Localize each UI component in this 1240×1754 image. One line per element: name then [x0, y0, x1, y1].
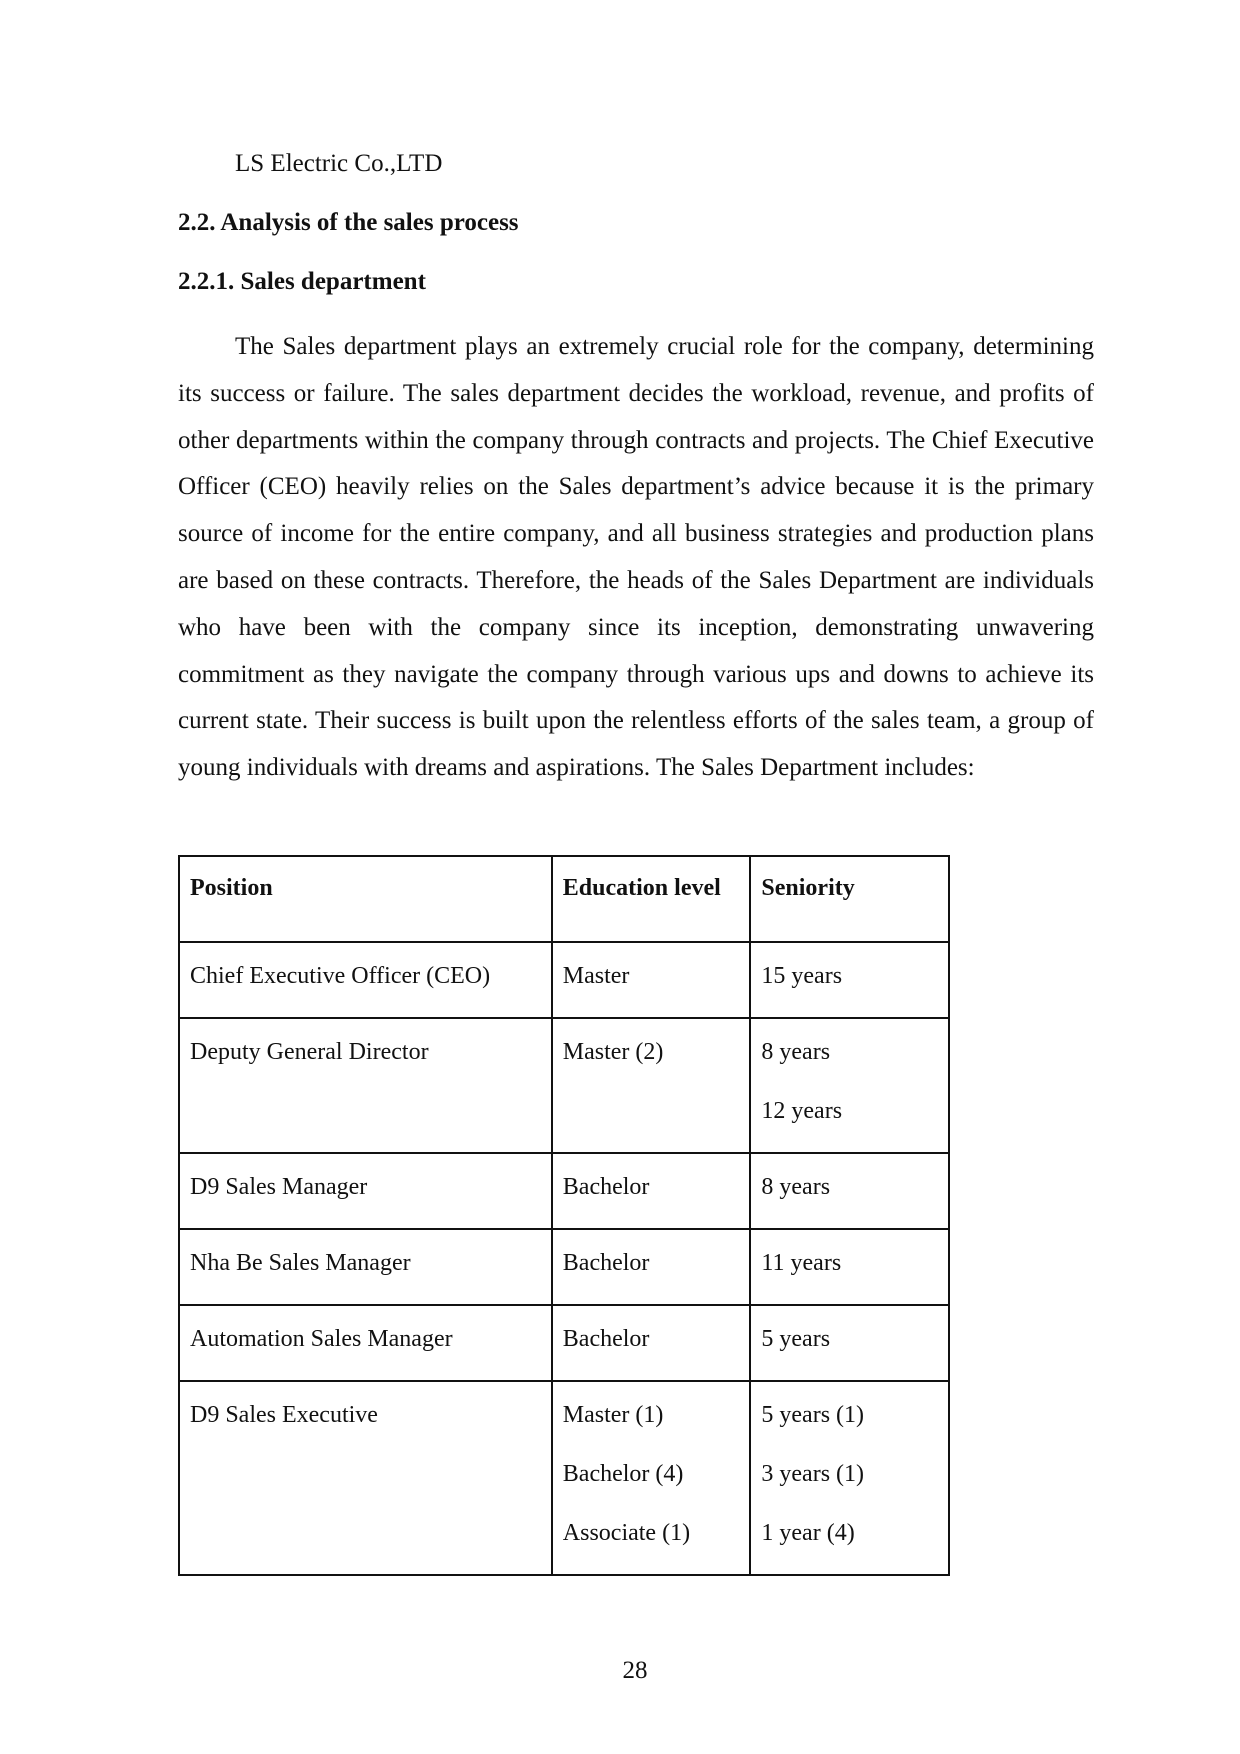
body-paragraph: The Sales department plays an extremely crucial role for the company, determining its success or failure. The sales department decides the workload, revenue, and profits of other departments within the company through contracts and projects. The Chief Executive Officer (CEO) heavily relies on the Sales department’s advice because it is the primary source of income for the entire company, and all business strategies and production plans are based on these contracts. Therefore, the heads of the Sales Department are individuals who have been with the company since its inception, demonstrating unwavering commitment as they navigate the company through various ups and downs to achieve its current state. Their success is built upon the relentless efforts of the sales team, a group of young individuals with dreams and aspirations. The Sales Department includes:	[178, 333, 1094, 782]
cell-education	[552, 1018, 751, 1153]
education-text: Associate (1)	[562, 1520, 691, 1546]
position-text: Nha Be Sales Manager	[190, 1250, 411, 1276]
header-position: Position	[179, 856, 552, 942]
sales-department-table	[178, 855, 950, 1576]
table-row	[179, 1018, 949, 1153]
page-number: 28	[622, 1657, 648, 1684]
position-text: D9 Sales Manager	[190, 1174, 368, 1200]
table-row	[179, 1229, 949, 1305]
continued-text: LS Electric Co.,LTD	[235, 150, 443, 177]
cell-position	[179, 1305, 552, 1381]
education-text: Master	[562, 963, 630, 989]
cell-education	[552, 1229, 751, 1305]
seniority-text: 12 years	[761, 1098, 843, 1124]
education-text: Bachelor	[562, 1174, 650, 1200]
header-seniority: Seniority	[750, 856, 949, 942]
seniority-text: 5 years (1)	[761, 1402, 865, 1428]
seniority-text: 1 year (4)	[761, 1520, 855, 1546]
cell-education	[552, 1381, 751, 1575]
education-text: Bachelor	[562, 1326, 650, 1352]
table-row	[179, 942, 949, 1018]
cell-seniority	[750, 1381, 949, 1575]
education-text: Bachelor	[562, 1250, 650, 1276]
cell-position	[179, 1018, 552, 1153]
cell-position	[179, 942, 552, 1018]
position-text: D9 Sales Executive	[190, 1402, 378, 1428]
table-row	[179, 1381, 949, 1575]
education-text: Master (1)	[562, 1402, 664, 1428]
position-text: Chief Executive Officer (CEO)	[190, 963, 491, 989]
subsection-heading: 2.2.1. Sales department	[178, 268, 426, 295]
seniority-text: 5 years	[761, 1326, 831, 1352]
cell-seniority	[750, 1018, 949, 1153]
table-row	[179, 1153, 949, 1229]
cell-seniority	[750, 1229, 949, 1305]
table-header-row	[179, 856, 949, 942]
cell-education	[552, 1305, 751, 1381]
section-heading: 2.2. Analysis of the sales process	[178, 209, 519, 236]
cell-seniority	[750, 942, 949, 1018]
education-text: Master (2)	[562, 1039, 664, 1065]
seniority-text: 15 years	[761, 963, 843, 989]
cell-education	[552, 942, 751, 1018]
education-text: Bachelor (4)	[562, 1461, 684, 1487]
position-text: Deputy General Director	[190, 1039, 429, 1065]
cell-education	[552, 1153, 751, 1229]
table-row	[179, 1305, 949, 1381]
cell-seniority	[750, 1153, 949, 1229]
position-text: Automation Sales Manager	[190, 1326, 453, 1352]
cell-position	[179, 1229, 552, 1305]
header-education-level: Education level	[552, 856, 751, 942]
seniority-text: 11 years	[761, 1250, 842, 1276]
seniority-text: 8 years	[761, 1039, 831, 1065]
cell-position	[179, 1381, 552, 1575]
seniority-text: 8 years	[761, 1174, 831, 1200]
cell-seniority	[750, 1305, 949, 1381]
cell-position	[179, 1153, 552, 1229]
seniority-text: 3 years (1)	[761, 1461, 865, 1487]
